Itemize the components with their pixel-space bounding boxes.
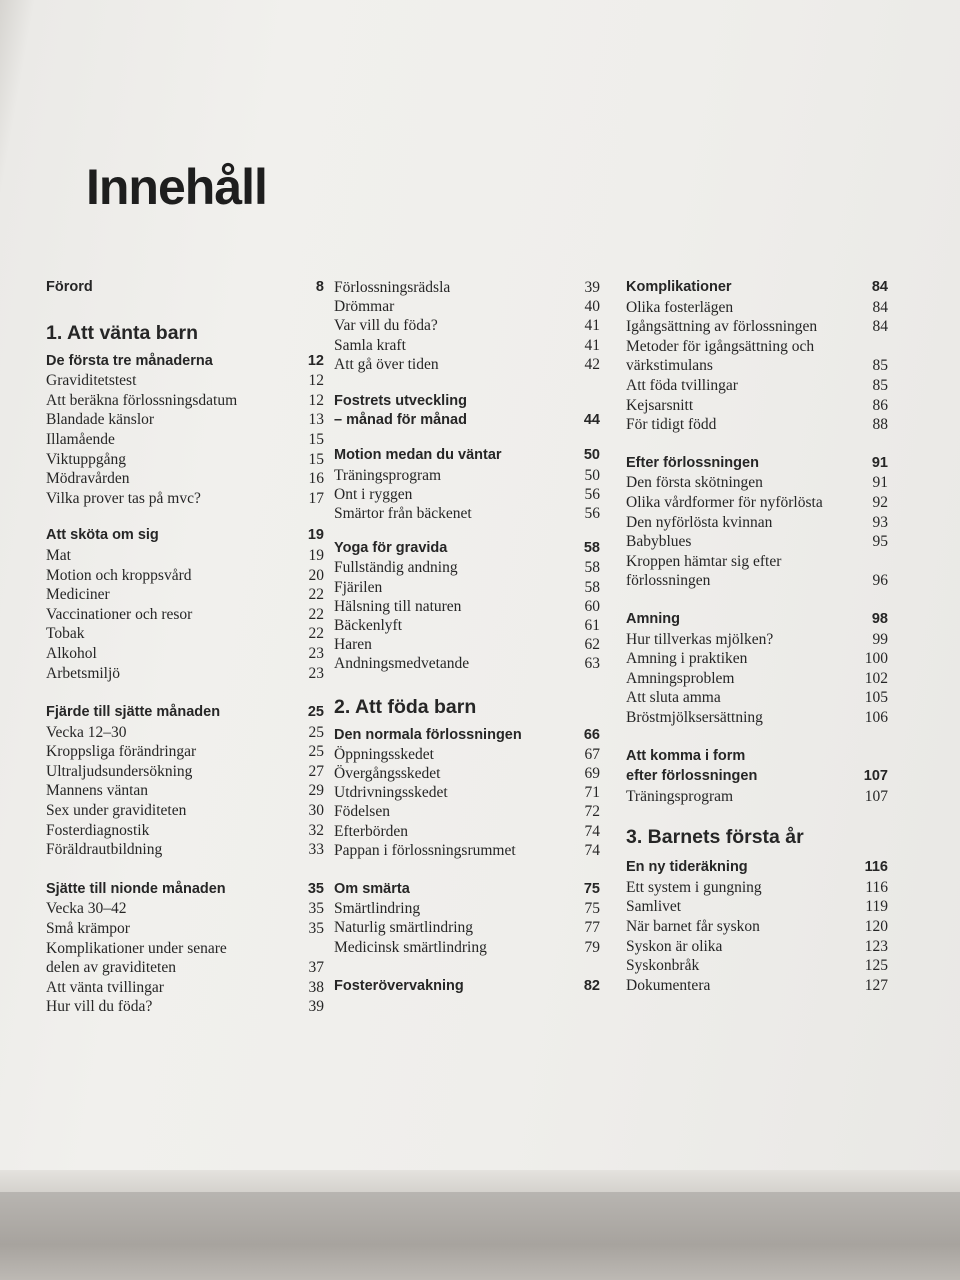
toc-page-number: 12 xyxy=(308,391,324,409)
toc-page-number: 25 xyxy=(308,743,324,761)
toc-section-heading xyxy=(334,694,600,720)
toc-section-heading xyxy=(46,320,324,346)
toc-entry xyxy=(334,616,600,635)
page-title: Innehåll xyxy=(86,159,267,215)
toc-page-number: 116 xyxy=(865,878,888,896)
toc-page-number: 74 xyxy=(584,822,600,840)
toc-entry-title: Komplikationer under senare delen av graviditeten xyxy=(46,939,227,977)
toc-entry-title: Smärtlindring xyxy=(334,900,421,918)
toc-chapter-heading xyxy=(626,747,888,786)
toc-chapter-heading xyxy=(334,392,600,430)
toc-entry-title: Var vill du föda? xyxy=(334,317,438,335)
toc-entry-title: Tobak xyxy=(46,625,85,643)
toc-page-number: 85 xyxy=(872,357,888,375)
toc-entry-title: Födelsen xyxy=(334,803,390,821)
toc-entry-title: Utdrivningsskedet xyxy=(334,784,448,802)
toc-entry xyxy=(626,956,888,976)
toc-entry-title: Graviditetstest xyxy=(46,372,137,390)
toc-entry-title: Ett system i gungning xyxy=(626,878,762,896)
toc-entry-title: Blandade känslor xyxy=(46,411,155,429)
toc-entry xyxy=(626,669,888,689)
toc-entry-title: Andningsmedvetande xyxy=(334,655,470,673)
toc-entry-title: Bäckenlyft xyxy=(334,617,403,635)
toc-page-number: 8 xyxy=(315,279,324,295)
toc-entry-title: Sex under graviditeten xyxy=(46,802,187,820)
toc-chapter-heading xyxy=(626,858,888,878)
toc-page-number: 27 xyxy=(308,762,324,780)
toc-entry xyxy=(46,821,324,841)
toc-entry-title: Övergångsskedet xyxy=(334,765,441,783)
toc-entry-title: Alkohol xyxy=(46,644,97,662)
toc-entry xyxy=(46,723,324,743)
toc-entry xyxy=(334,802,600,821)
toc-entry-title: Hur vill du föda? xyxy=(46,998,153,1016)
toc-page-number: 23 xyxy=(308,664,324,682)
toc-entry xyxy=(626,917,888,937)
toc-chapter-heading xyxy=(46,278,324,298)
toc-entry-title: Förlossningsrädsla xyxy=(334,279,451,296)
toc-entry xyxy=(46,781,324,801)
toc-entry-title: Bröstmjölksersättning xyxy=(626,708,763,726)
toc-entry xyxy=(334,336,600,355)
toc-page-number: 38 xyxy=(308,978,324,996)
toc-entry-title: Träningsprogram xyxy=(626,787,734,805)
toc-entry-title: Syskonbråk xyxy=(626,957,700,975)
toc-entry xyxy=(46,430,324,450)
toc-entry xyxy=(334,654,600,673)
toc-entry xyxy=(626,532,888,552)
toc-entry-title: Förord xyxy=(46,279,93,295)
toc-page-number: 84 xyxy=(872,298,888,316)
toc-chapter-heading xyxy=(46,352,324,372)
toc-page-number: 60 xyxy=(584,597,600,615)
toc-entry xyxy=(46,899,324,919)
toc-page-number: 88 xyxy=(872,416,888,434)
toc-page-number: 13 xyxy=(308,411,324,429)
toc-page-number: 102 xyxy=(864,669,888,687)
toc-page-number: 71 xyxy=(584,784,600,802)
toc-entry xyxy=(626,649,888,669)
toc-entry-title: Illamående xyxy=(46,430,115,448)
toc-page-number: 107 xyxy=(864,787,888,805)
toc-entry xyxy=(334,918,600,937)
toc-page-number: 19 xyxy=(307,527,324,544)
toc-entry-title: Samla kraft xyxy=(334,336,406,354)
toc-entry-title: Vilka prover tas på mvc? xyxy=(46,489,201,507)
toc-page-number: 72 xyxy=(584,803,600,821)
toc-column-2 xyxy=(334,278,600,996)
toc-page-number: 96 xyxy=(872,572,888,590)
toc-entry xyxy=(334,558,600,577)
toc-page-number: 19 xyxy=(308,546,324,564)
toc-chapter-heading xyxy=(46,880,324,900)
toc-page-number: 116 xyxy=(864,859,888,876)
toc-entry-title: Den normala förlossningen xyxy=(334,726,522,743)
toc-entry xyxy=(334,278,600,297)
toc-entry-title: Fjärde till sjätte månaden xyxy=(46,704,221,721)
toc-entry xyxy=(46,410,324,430)
toc-page-number: 120 xyxy=(864,918,888,936)
toc-page-number: 95 xyxy=(872,533,888,551)
toc-page-number: 125 xyxy=(864,957,888,975)
toc-entry-title: Öppningsskedet xyxy=(334,745,434,763)
toc-entry xyxy=(626,337,888,376)
toc-chapter-heading xyxy=(626,610,888,630)
toc-entry xyxy=(626,552,888,591)
toc-entry-title: Fullständig andning xyxy=(334,559,458,577)
toc-page-number: 29 xyxy=(308,782,324,800)
toc-entry xyxy=(626,415,888,435)
toc-entry xyxy=(46,585,324,605)
toc-page-number: 127 xyxy=(864,976,888,994)
toc-page-number: 75 xyxy=(584,900,600,918)
toc-page-number: 33 xyxy=(308,841,324,859)
toc-entry xyxy=(626,708,888,728)
toc-page-number: 15 xyxy=(308,430,324,448)
toc-entry-title: Motion och kroppsvård xyxy=(46,566,192,584)
toc-page-number: 30 xyxy=(308,802,324,820)
toc-entry-title: Den nyförlösta kvinnan xyxy=(626,513,773,531)
toc-entry-title: Olika vårdformer för nyförlösta xyxy=(626,493,823,511)
toc-page-number: 105 xyxy=(864,689,888,707)
toc-page-number: 41 xyxy=(584,317,600,335)
toc-page-number: 22 xyxy=(308,605,324,623)
toc-page-number: 12 xyxy=(307,352,324,369)
toc-entry-title: Samlivet xyxy=(626,898,682,916)
toc-page-number: 12 xyxy=(308,372,324,390)
toc-entry xyxy=(626,787,888,807)
toc-entry-title: En ny tideräkning xyxy=(626,859,748,876)
toc-page-number: 93 xyxy=(872,513,888,531)
toc-page-number: 98 xyxy=(871,610,888,627)
toc-page-number: 39 xyxy=(584,279,600,296)
toc-entry-title: Viktuppgång xyxy=(46,450,127,468)
toc-entry xyxy=(334,355,600,374)
toc-entry xyxy=(334,822,600,841)
toc-page-number: 44 xyxy=(583,412,600,429)
toc-page-number: 84 xyxy=(872,318,888,336)
toc-chapter-heading xyxy=(334,880,600,899)
toc-entry-title: Att gå över tiden xyxy=(334,355,439,373)
toc-entry xyxy=(46,644,324,664)
toc-entry xyxy=(46,566,324,586)
toc-entry xyxy=(626,976,888,996)
toc-entry xyxy=(46,762,324,782)
toc-entry xyxy=(334,504,600,523)
toc-entry-title: Hälsning till naturen xyxy=(334,597,462,615)
toc-chapter-heading xyxy=(46,526,324,546)
toc-entry-title: Dokumentera xyxy=(626,976,711,994)
toc-entry xyxy=(626,937,888,957)
toc-entry-title: Ont i ryggen xyxy=(334,485,413,503)
toc-page-number: 35 xyxy=(307,880,324,897)
toc-page-number: 74 xyxy=(584,841,600,859)
toc-entry xyxy=(334,466,600,485)
toc-entry-title: Vecka 30–42 xyxy=(46,900,127,918)
toc-page-number: 79 xyxy=(584,938,600,956)
toc-entry-title: Fjärilen xyxy=(334,578,383,596)
toc-entry-title: Babyblues xyxy=(626,533,692,551)
toc-entry xyxy=(334,938,600,957)
toc-page-number: 39 xyxy=(308,998,324,1016)
toc-entry-title: Yoga för gravida xyxy=(334,540,448,557)
toc-page-number: 91 xyxy=(872,474,888,492)
toc-page-number: 22 xyxy=(308,586,324,604)
toc-page-number: 58 xyxy=(583,540,600,557)
toc-entry xyxy=(46,801,324,821)
toc-page-number: 66 xyxy=(583,726,600,743)
toc-chapter-heading xyxy=(334,726,600,745)
toc-entry xyxy=(334,578,600,597)
toc-entry-title: 3. Barnets första år xyxy=(626,826,804,849)
toc-page-number: 63 xyxy=(584,655,600,673)
toc-column-3 xyxy=(626,278,888,995)
toc-page-number: 99 xyxy=(872,630,888,648)
toc-entry xyxy=(46,489,324,509)
toc-entry xyxy=(334,635,600,654)
toc-page-number: 56 xyxy=(584,505,600,523)
toc-page-number: 25 xyxy=(308,723,324,741)
toc-entry-title: Syskon är olika xyxy=(626,937,723,955)
toc-entry xyxy=(46,391,324,411)
toc-page-number: 25 xyxy=(307,704,324,721)
toc-entry xyxy=(626,688,888,708)
toc-entry xyxy=(626,396,888,416)
toc-chapter-heading xyxy=(334,977,600,996)
toc-page-number: 50 xyxy=(583,447,600,464)
toc-page-number: 62 xyxy=(584,636,600,654)
toc-entry-title: Fosterdiagnostik xyxy=(46,821,150,839)
toc-entry xyxy=(334,316,600,335)
toc-page-number: 77 xyxy=(584,919,600,937)
toc-entry-title: Kejsarsnitt xyxy=(626,396,694,414)
toc-entry xyxy=(46,605,324,625)
toc-entry xyxy=(626,897,888,917)
toc-entry-title: När barnet får syskon xyxy=(626,918,760,936)
toc-entry-title: De första tre månaderna xyxy=(46,352,213,369)
toc-entry xyxy=(46,450,324,470)
toc-entry-title: Hur tillverkas mjölken? xyxy=(626,630,774,648)
toc-page-number: 91 xyxy=(871,454,888,471)
toc-chapter-heading xyxy=(626,278,888,298)
toc-entry-title: Att beräkna förlossningsdatum xyxy=(46,391,238,409)
toc-entry xyxy=(46,978,324,998)
toc-entry xyxy=(46,546,324,566)
toc-chapter-heading xyxy=(46,703,324,723)
toc-page-number: 50 xyxy=(584,466,600,484)
toc-page-number: 42 xyxy=(584,355,600,373)
toc-entry-title: Efter förlossningen xyxy=(626,454,759,471)
toc-entry-title: Medicinsk smärtlindring xyxy=(334,938,487,956)
toc-entry-title: Amningsproblem xyxy=(626,669,735,687)
toc-entry xyxy=(626,493,888,513)
toc-entry-title: Mödravården xyxy=(46,470,130,488)
toc-page-number: 20 xyxy=(308,566,324,584)
toc-entry-title: Arbetsmiljö xyxy=(46,664,121,682)
toc-page-number: 35 xyxy=(308,900,324,918)
toc-entry xyxy=(46,469,324,489)
toc-entry-title: Efterbörden xyxy=(334,822,409,840)
toc-entry xyxy=(334,597,600,616)
toc-entry-title: Drömmar xyxy=(334,298,395,316)
toc-entry-title: Haren xyxy=(334,636,372,654)
toc-column-1 xyxy=(46,278,324,1017)
toc-page-number: 106 xyxy=(864,708,888,726)
toc-entry xyxy=(334,297,600,316)
toc-entry xyxy=(46,371,324,391)
toc-page-number: 100 xyxy=(864,650,888,668)
toc-entry xyxy=(46,840,324,860)
toc-entry xyxy=(334,764,600,783)
toc-entry-title: Att sluta amma xyxy=(626,689,721,707)
toc-entry-title: Olika fosterlägen xyxy=(626,298,734,316)
toc-page-number: 61 xyxy=(584,617,600,635)
toc-entry xyxy=(626,317,888,337)
toc-entry xyxy=(334,841,600,860)
toc-entry-title: Amning xyxy=(626,610,680,627)
toc-page-number: 58 xyxy=(584,559,600,577)
toc-page-number: 32 xyxy=(308,821,324,839)
toc-chapter-heading xyxy=(334,539,600,558)
toc-chapter-heading xyxy=(334,446,600,465)
toc-entry xyxy=(46,664,324,684)
toc-entry xyxy=(334,485,600,504)
table-surface xyxy=(0,1192,960,1280)
toc-page-number: 17 xyxy=(308,489,324,507)
toc-page-number: 40 xyxy=(584,298,600,316)
toc-entry xyxy=(626,630,888,650)
toc-entry-title: Naturlig smärtlindring xyxy=(334,919,474,937)
toc-entry-title: Igångsättning av förlossningen xyxy=(626,318,818,336)
toc-entry-title: Komplikationer xyxy=(626,279,732,295)
toc-entry-title: Kroppen hämtar sig efter förlossningen xyxy=(626,552,782,590)
toc-page-number: 69 xyxy=(584,765,600,783)
toc-entry-title: Motion medan du väntar xyxy=(334,447,502,464)
toc-entry-title: Mannens väntan xyxy=(46,782,149,800)
toc-entry xyxy=(334,745,600,764)
toc-entry-title: Amning i praktiken xyxy=(626,650,748,668)
toc-entry-title: Sjätte till nionde månaden xyxy=(46,880,226,897)
toc-entry-title: Att föda tvillingar xyxy=(626,376,738,394)
toc-entry xyxy=(626,298,888,318)
toc-section-heading xyxy=(626,824,888,850)
toc-entry xyxy=(46,624,324,644)
toc-entry-title: Kroppsliga förändringar xyxy=(46,743,197,761)
toc-page-number: 82 xyxy=(583,977,600,994)
toc-entry-title: Mediciner xyxy=(46,586,110,604)
toc-entry-title: 2. Att föda barn xyxy=(334,695,477,718)
toc-page-number: 123 xyxy=(864,937,888,955)
toc-entry-title: Mat xyxy=(46,546,71,564)
toc-page-number: 67 xyxy=(584,745,600,763)
toc-page-number: 23 xyxy=(308,644,324,662)
toc-page-number: 56 xyxy=(584,485,600,503)
toc-page-number: 15 xyxy=(308,450,324,468)
toc-entry xyxy=(626,376,888,396)
toc-entry xyxy=(626,473,888,493)
toc-entry-title: Vecka 12–30 xyxy=(46,723,127,741)
toc-entry xyxy=(46,939,324,978)
toc-entry xyxy=(46,919,324,939)
toc-entry xyxy=(46,742,324,762)
toc-page-number: 107 xyxy=(863,768,888,785)
toc-page-number: 119 xyxy=(865,898,888,916)
toc-page-number: 35 xyxy=(308,920,324,938)
toc-page-number: 86 xyxy=(872,396,888,414)
toc-entry-title: 1. Att vänta barn xyxy=(46,321,199,344)
toc-page-number: 16 xyxy=(308,470,324,488)
toc-entry-title: Om smärta xyxy=(334,881,410,898)
toc-entry-title: Smärtor från bäckenet xyxy=(334,505,472,523)
toc-entry-title: Den första skötningen xyxy=(626,474,763,492)
toc-page-number: 58 xyxy=(584,578,600,596)
toc-page-number: 37 xyxy=(308,959,324,977)
toc-entry-title: Föräldrautbildning xyxy=(46,841,163,859)
toc-entry xyxy=(46,997,324,1017)
toc-page-number: 75 xyxy=(583,881,600,898)
toc-entry-title: Pappan i förlossningsrummet xyxy=(334,841,516,859)
toc-entry xyxy=(334,783,600,802)
toc-page-number: 85 xyxy=(872,376,888,394)
toc-entry-title: Fosterövervakning xyxy=(334,977,464,994)
toc-entry-title: Att sköta om sig xyxy=(46,527,159,544)
toc-entry-title: Ultraljudsundersökning xyxy=(46,762,193,780)
toc-entry-title: Träningsprogram xyxy=(334,466,442,484)
toc-page-number: 84 xyxy=(871,279,888,295)
toc-entry-title: Fostrets utveckling – månad för månad xyxy=(334,393,467,429)
toc-entry xyxy=(626,513,888,533)
toc-page-number: 41 xyxy=(584,336,600,354)
toc-entry-title: Att vänta tvillingar xyxy=(46,978,164,996)
toc-entry-title: Små krämpor xyxy=(46,920,130,938)
toc-entry-title: Vaccinationer och resor xyxy=(46,605,193,623)
toc-page-number: 22 xyxy=(308,625,324,643)
toc-entry xyxy=(334,899,600,918)
toc-entry-title: Metoder för igångsättning och värkstimulans xyxy=(626,337,815,375)
toc-entry-title: Att komma i form efter förlossningen xyxy=(626,748,758,785)
toc-entry xyxy=(626,878,888,898)
toc-chapter-heading xyxy=(626,454,888,474)
toc-entry-title: För tidigt född xyxy=(626,416,717,434)
toc-page-number: 92 xyxy=(872,493,888,511)
